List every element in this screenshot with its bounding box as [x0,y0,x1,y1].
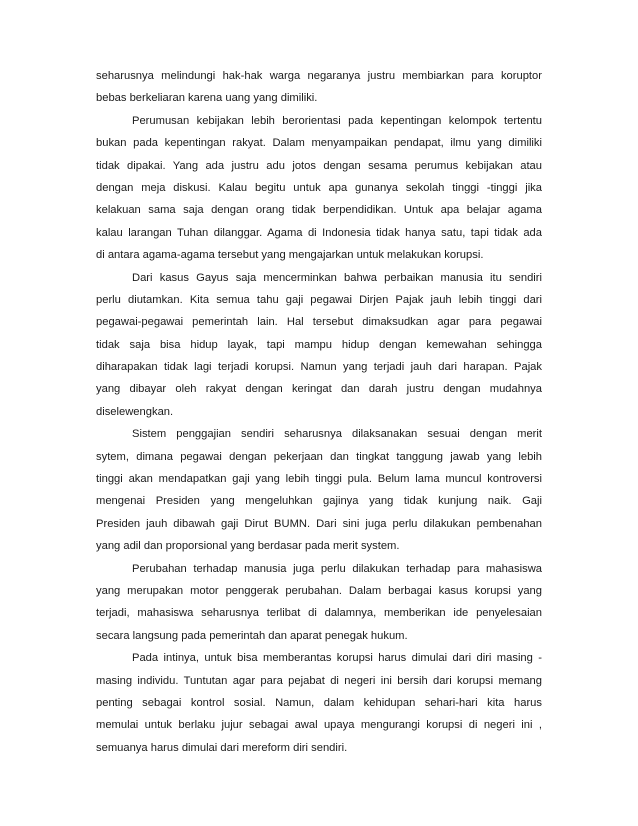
text-line: mengenai Presiden yang mengeluhkan gajinya yang tidak kunjung naik. Gaji [96,495,542,508]
text-line: bukan pada kepentingan rakyat. Dalam menyampaikan pendapat, ilmu yang dimiliki [96,137,542,150]
text-line: penting sebagai kontrol sosial. Namun, dalam kehidupan sehari-hari kita harus [96,696,542,709]
text-line: diselewengkan. [96,405,174,418]
text-line: memulai untuk berlaku jujur sebagai awal upaya mengurangi korupsi di negeri ini , [96,719,542,732]
text-line: Pada intinya, untuk bisa memberantas korupsi harus dimulai dari diri masing - [132,652,542,665]
text-line: masing individu. Tuntutan agar para pejabat di negeri ini bersih dari korupsi memang [96,674,542,687]
text-line: secara langsung pada pemerintah dan aparat penegak hukum. [96,629,408,642]
text-line: diharapakan tidak lagi terjadi korupsi. Namun yang terjadi jauh dari harapan. Pajak [96,361,542,374]
text-line: Sistem penggajian sendiri seharusnya dilaksanakan sesuai dengan merit [132,428,542,441]
text-line: tidak saja bisa hidup layak, tapi mampu hidup dengan kemewahan sehingga [96,338,542,351]
body-text [96,65,542,759]
text-line: yang adil dan proporsional yang berdasar pada merit system. [96,540,400,553]
text-line: semuanya harus dimulai dari mereform diri sendiri. [96,741,348,754]
text-line: terjadi, mahasiswa seharusnya terlibat di dalamnya, memberikan ide penyelesaian [96,607,542,620]
text-line: bebas berkeliaran karena uang yang dimiliki. [96,92,318,105]
text-line: yang merupakan motor penggerak perubahan. Dalam berbagai kasus korupsi yang [96,584,542,597]
text-line: kelakuan sama saja dengan orang tidak berpendidikan. Untuk apa belajar agama [96,204,542,217]
text-line: dengan meja diskusi. Kalau begitu untuk apa gunanya sekolah tinggi -tinggi jika [96,181,542,194]
text-line: Perubahan terhadap manusia juga perlu dilakukan terhadap para mahasiswa [132,562,542,575]
text-line: tidak dipakai. Yang ada justru adu jotos dengan sesama perumus kebijakan atau [96,159,542,172]
text-line: kalau larangan Tuhan dilanggar. Agama di Indonesia tidak hanya satu, tapi tidak ada [96,226,542,239]
text-line: Dari kasus Gayus saja mencerminkan bahwa perbaikan manusia itu sendiri [132,271,542,284]
text-line: seharusnya melindungi hak-hak warga negaranya justru membiarkan para koruptor [96,70,542,82]
text-line: tinggi akan mendapatkan gaji yang lebih tinggi pula. Belum lama muncul kontroversi [96,473,542,486]
text-line: Perumusan kebijakan lebih berorientasi pada kepentingan kelompok tertentu [132,114,542,127]
text-line: di antara agama-agama tersebut yang mengajarkan untuk melakukan korupsi. [96,249,484,262]
text-line: perlu diutamkan. Kita semua tahu gaji pegawai Dirjen Pajak jauh lebih tinggi dari [96,293,542,306]
text-line: pegawai-pegawai pemerintah lain. Hal tersebut dimaksudkan agar para pegawai [96,316,542,329]
text-line: Presiden jauh dibawah gaji Dirut BUMN. Dari sini juga perlu dilakukan pembenahan [96,517,542,530]
text-line: yang dibayar oleh rakyat dengan keringat dan darah justru dengan mudahnya [96,383,542,396]
text-line: sytem, dimana pegawai dengan pekerjaan dan tingkat tanggung jawab yang lebih [96,450,542,463]
